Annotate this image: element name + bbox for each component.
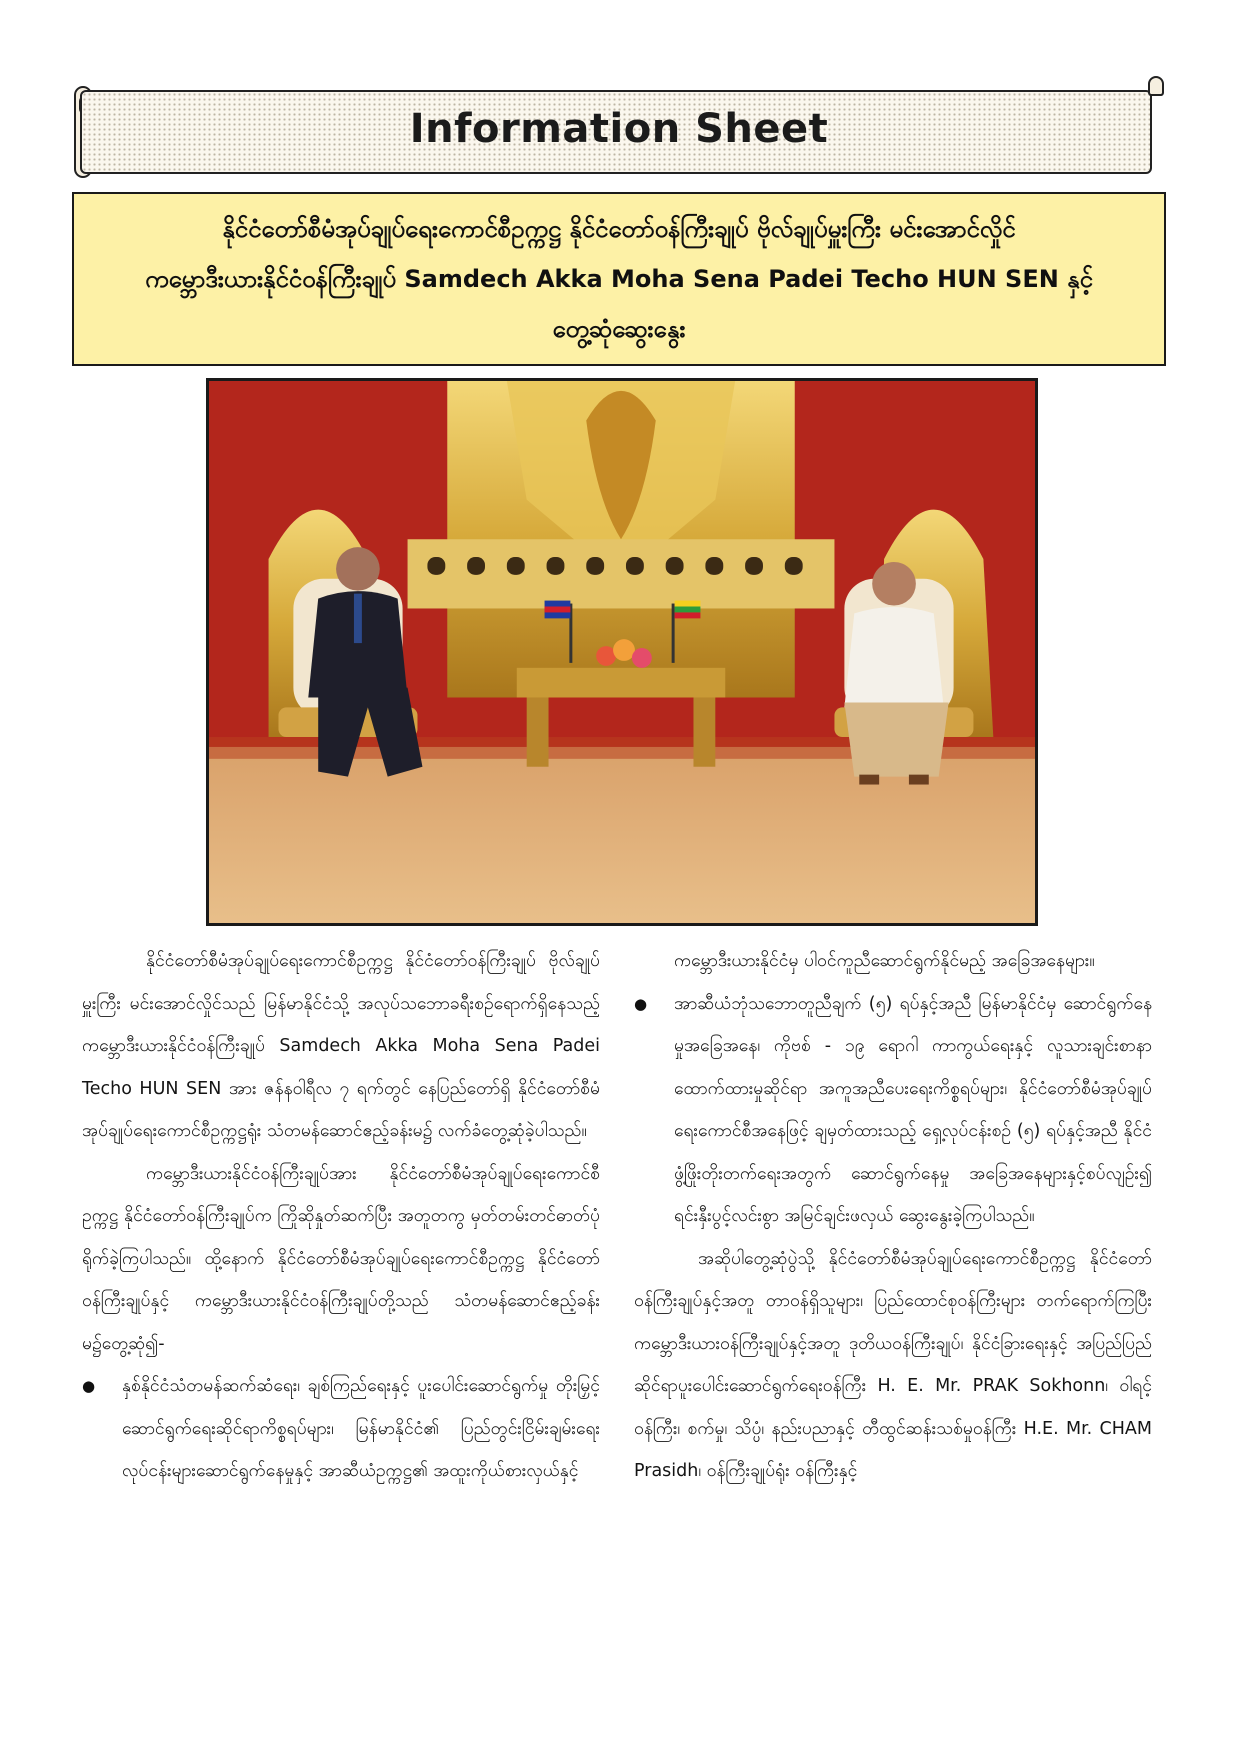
headline-line-3: တွေ့ဆုံဆွေးနွေး [552,315,686,343]
meeting-photo-illustration [209,381,1035,923]
headline-box [72,192,1166,366]
article-paragraph-1: နိုင်ငံတော်စီမံအုပ်ချုပ်ရေးကောင်စီဥက္ကဋ္ဌ နိုင်ငံတော်ဝန်ကြီးချုပ် ဗိုလ်ချုပ်မှူးကြီး မင်းအောင်လှိုင်သည် မြန်မာနိုင်ငံသို့ အလုပ်သဘောခရီးစဉ်ရောက်ရှိနေသည့် ကမ္ဘောဒီးယားနိုင်ငံဝန်ကြီးချုပ် Samdech Akka Moha Sena Padei Techo HUN SEN အား ဇန်နဝါရီလ ၇ ရက်တွင် နေပြည်တော်ရှိ နိုင်ငံတော်စီမံအုပ်ချုပ်ရေးကောင်စီဥက္ကဋ္ဌရုံး သံတမန်ဆောင်ဧည့်ခန်းမ၌ လက်ခံတွေ့ဆုံခဲ့ပါသည်။ [82,951,600,1141]
information-sheet-banner [74,86,1164,178]
article-paragraph-2: ကမ္ဘောဒီးယားနိုင်ငံဝန်ကြီးချုပ်အား နိုင်ငံတော်စီမံအုပ်ချုပ်ရေးကောင်စီဥက္ကဋ္ဌ နိုင်ငံတော်ဝန်ကြီးချုပ်က ကြိုဆိုနှုတ်ဆက်ပြီး အတူတကွ မှတ်တမ်းတင်ဓာတ်ပုံရိုက်ခဲ့ကြပါသည်။ ထို့နောက် နိုင်ငံတော်စီမံအုပ်ချုပ်ရေးကောင်စီဥက္ကဋ္ဌ နိုင်ငံတော်ဝန်ကြီးချုပ်နှင့် ကမ္ဘောဒီးယားနိုင်ငံဝန်ကြီးချုပ်တို့သည် သံတမန်ဆောင်ဧည့်ခန်းမ၌တွေ့ဆုံ၍- [82,1163,600,1354]
scroll-curl-right [1148,76,1164,96]
bullet-item-1: ● နှစ်နိုင်ငံသံတမန်ဆက်ဆံရေး၊ ချစ်ကြည်ရေးနှင့် ပူးပေါင်းဆောင်ရွက်မှု တိုးမြှင့်ဆောင်ရွက်ရေးဆိုင်ရာကိစ္စရပ်များ၊ မြန်မာနိုင်ငံ၏ ပြည်တွင်းငြိမ်းချမ်းရေးလုပ်ငန်းများဆောင်ရွက်နေမှုနှင့် အာဆီယံဥက္ကဋ္ဌ၏ အထူးကိုယ်စားလှယ်နှင့် [82,1365,600,1493]
headline-line-1: နိုင်ငံတော်စီမံအုပ်ချုပ်ရေးကောင်စီဥက္ကဋ္ဌ နိုင်ငံတော်ဝန်ကြီးချုပ် ဗိုလ်ချုပ်မှူးကြီး မင်းအောင်လှိုင် [222,215,1016,243]
page-title: Information Sheet [409,106,829,152]
article-right-column [634,940,1152,1493]
bullet-item-2: ● အာဆီယံဘုံသဘောတူညီချက် (၅) ရပ်နှင့်အညီ မြန်မာနိုင်ငံမှ ဆောင်ရွက်နေမှုအခြေအနေ၊ ကိုဗစ် - ၁၉ ရောဂါ ကာကွယ်ရေးနှင့် လူသားချင်းစာနာထောက်ထားမှုဆိုင်ရာ အကူအညီပေးရေးကိစ္စရပ်များ၊ နိုင်ငံတော်စီမံအုပ်ချုပ်ရေးကောင်စီအနေဖြင့် ချမှတ်ထားသည့် ရှေ့လုပ်ငန်းစဉ် (၅) ရပ်နှင့်အညီ နိုင်ငံဖွံ့ဖြိုးတိုးတက်ရေးအတွက် ဆောင်ရွက်နေမှု အခြေအနေများနှင့်စပ်လျဉ်း၍ ရင်းနှီးပွင့်လင်းစွာ အမြင်ချင်းဖလှယ် ဆွေးနွေးခဲ့ကြပါသည်။ [634,983,1152,1238]
article-paragraph-3: အဆိုပါတွေ့ဆုံပွဲသို့ နိုင်ငံတော်စီမံအုပ်ချုပ်ရေးကောင်စီဥက္ကဋ္ဌ နိုင်ငံတော်ဝန်ကြီးချုပ်နှင့်အတူ တာဝန်ရှိသူများ၊ ပြည်ထောင်စုဝန်ကြီးများ တက်ရောက်ကြပြီး ကမ္ဘောဒီးယားဝန်ကြီးချုပ်နှင့်အတူ ဒုတိယဝန်ကြီးချုပ်၊ နိုင်ငံခြားရေးနှင့် အပြည်ပြည်ဆိုင်ရာပူးပေါင်းဆောင်ရွက်ရေးဝန်ကြီး H. E. Mr. PRAK Sokhonn၊ ဝါရင့်ဝန်ကြီး၊ စက်မှု၊ သိပ္ပံ၊ နည်းပညာနှင့် တီထွင်ဆန်းသစ်မှုဝန်ကြီး H.E. Mr. CHAM Prasidh၊ ဝန်ကြီးချုပ်ရုံး ဝန်ကြီးနှင့် [634,1248,1152,1481]
meeting-photo [206,378,1038,926]
article-left-column [82,940,600,1493]
bullet-1-continuation: ကမ္ဘောဒီးယားနိုင်ငံမှ ပါဝင်ကူညီဆောင်ရွက်နိုင်မည့် အခြေအနေများ။ [674,951,1095,971]
headline-line-2: ကမ္ဘောဒီးယားနိုင်ငံဝန်ကြီးချုပ် Samdech Akka Moha Sena Padei Techo HUN SEN နှင့် [145,265,1093,293]
